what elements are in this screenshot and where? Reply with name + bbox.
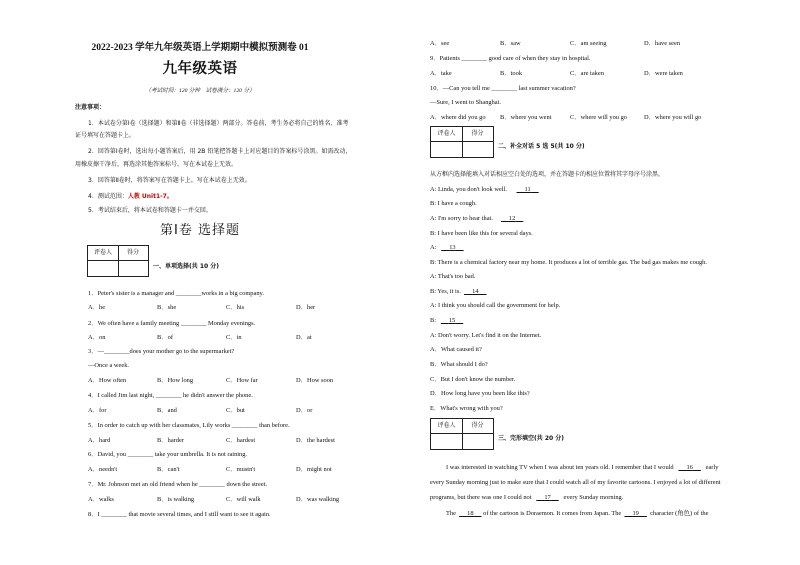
- option[interactable]: D．might not: [296, 466, 332, 473]
- option[interactable]: D．at: [296, 334, 312, 341]
- blank-12[interactable]: 12: [508, 215, 516, 222]
- option[interactable]: C．in: [226, 334, 242, 341]
- part1-heading: 第Ⅰ卷 选择题: [160, 223, 240, 238]
- cloze-line: The 18 of the cartoon is Doraemon. It comes from Japan. The 19 character (角色) of the: [446, 510, 709, 517]
- option[interactable]: D．have seen: [644, 40, 681, 47]
- option[interactable]: A．How often: [88, 377, 127, 384]
- option[interactable]: C．am seeing: [570, 40, 607, 47]
- option[interactable]: A．see: [430, 40, 450, 47]
- note-line: 5．考试结束后，将本试卷和答题卡一并交回。: [88, 207, 212, 214]
- option[interactable]: B．of: [157, 334, 173, 341]
- points-label: 得分: [471, 130, 484, 137]
- dialog-line: B: I have been like this for several days.: [430, 230, 533, 237]
- test-range-label: 4．测试范围：: [88, 193, 128, 200]
- question-answer-line: —Once a week.: [88, 362, 129, 369]
- blank-15[interactable]: 15: [448, 317, 456, 324]
- option[interactable]: B．she: [157, 304, 177, 311]
- option[interactable]: B．can't: [157, 466, 180, 473]
- cloze-line: every Sunday morning just to make sure that I could watch all of my favorite cartoons. I enjoyed a lot of different: [430, 479, 721, 486]
- option[interactable]: B．saw: [500, 40, 521, 47]
- option[interactable]: D．where you will go: [644, 114, 702, 121]
- option[interactable]: C．How far: [226, 377, 258, 384]
- option[interactable]: A．hard: [88, 437, 111, 444]
- question-stem: 3．—________does your mother go to the supermarket?: [88, 348, 235, 355]
- option[interactable]: B．harder: [157, 437, 184, 444]
- option[interactable]: A．needn't: [88, 466, 118, 473]
- question-stem: 10．—Can you tell me ________ last summer vacation?: [430, 85, 576, 92]
- option[interactable]: A．where did you go: [430, 114, 486, 121]
- note-line: 用橡皮擦干净后，再选涂其他答案标号。写在本试卷上无效。: [75, 161, 238, 168]
- question-stem: 5．In order to catch up with her classmates, Lily works ________ than before.: [88, 422, 290, 429]
- option[interactable]: B．and: [157, 407, 177, 414]
- option[interactable]: D．or: [296, 407, 313, 414]
- reviewer-label: 评卷人: [437, 130, 456, 137]
- choice-item[interactable]: D．How long have you been like this?: [430, 390, 530, 397]
- right-page: [400, 0, 800, 565]
- choice-item[interactable]: B．What should I do?: [430, 361, 488, 368]
- option[interactable]: C．are taken: [570, 70, 604, 77]
- blank-16[interactable]: 16: [686, 464, 693, 471]
- blank-17[interactable]: 17: [544, 494, 551, 501]
- notes-heading: 注意事项：: [75, 104, 106, 111]
- note-line: 2．回答第Ⅰ卷时，选出每小题答案后，用 2B 铅笔把答题卡上对应题目的答案标号涂黑。如需改动，: [88, 148, 352, 155]
- cloze-line: I was interested in watching TV when I was about ten years old. I remember that I would 16 early: [446, 464, 719, 471]
- dialog-line: B: 15: [430, 317, 463, 325]
- question-stem: 9．Patients ________ good care of when they stay in hospital.: [430, 55, 591, 62]
- option[interactable]: C．where will you go: [570, 114, 627, 121]
- points-label: 得分: [471, 422, 484, 429]
- option[interactable]: A．for: [88, 407, 107, 414]
- option[interactable]: C．but: [226, 407, 245, 414]
- question-stem: 6．David, you ________ take your umbrella. It is not raining.: [88, 451, 248, 458]
- choice-item[interactable]: C．But I don't know the number.: [430, 376, 516, 383]
- dialog-line: A: Linda, you don't look well. 11: [430, 186, 539, 194]
- blank-14[interactable]: 14: [472, 288, 479, 295]
- question-stem: 7．Mr. Johnson met an old friend when he ________ down the street.: [88, 481, 268, 488]
- option[interactable]: B．took: [500, 70, 523, 77]
- dialog-line: A: Don't worry. Let's find it on the Internet.: [430, 332, 542, 339]
- section2-instructions: 从方框内选择能填入对话相应空白处的选项，并在答题卡的相应位置将其字母序号涂黑。: [430, 171, 665, 178]
- note-line: 3．回答第Ⅱ卷时，将答案写在答题卡上。写在本试卷上无效。: [88, 177, 251, 184]
- cloze-line: programs, but there was one I could not 17 every Sunday morning.: [430, 494, 624, 501]
- exam-title: 2022-2023 学年九年级英语上学期期中模拟预测卷 01: [91, 43, 309, 53]
- option[interactable]: A．on: [88, 334, 106, 341]
- note-line: 1．本试卷分第Ⅰ卷（选择题）和第Ⅱ卷（非选择题）两部分。答卷前，考生务必将自己的姓名、准考: [88, 120, 349, 127]
- question-stem: 2．We often have a family meeting ________ Monday evenings.: [88, 320, 256, 327]
- dialog-line: A: I think you should call the government for help.: [430, 302, 561, 309]
- option[interactable]: C．will walk: [226, 496, 261, 503]
- dialog-line: B: Yes, it is. 14: [430, 288, 487, 296]
- score-box: [87, 245, 149, 277]
- section2-heading: 二、补全对话 5 选 5(共 10 分): [498, 143, 585, 150]
- option[interactable]: D．her: [296, 304, 316, 311]
- option[interactable]: A．walks: [88, 496, 114, 503]
- option[interactable]: A．he: [88, 304, 106, 311]
- question-stem: 4．I called Jim last night, ________ he didn't answer the phone.: [88, 392, 253, 399]
- score-box: [430, 126, 494, 158]
- reviewer-label: 评卷人: [93, 249, 112, 256]
- dialog-line: B: I have a cough.: [430, 200, 477, 207]
- test-range-value: 人教 Unit1-7。: [127, 193, 173, 200]
- option[interactable]: D．were taken: [644, 70, 683, 77]
- reviewer-label: 评卷人: [437, 422, 456, 429]
- dialog-line: B: There is a chemical factory near my home. It produces a lot of terrible gas. The bad gas makes me cough.: [430, 259, 707, 266]
- option[interactable]: D．How soon: [296, 377, 334, 384]
- option[interactable]: C．hardest: [226, 437, 256, 444]
- question-answer-line: —Sure, I went to Shanghai.: [430, 99, 501, 106]
- blank-18[interactable]: 18: [467, 510, 474, 517]
- note-line: 证号填写在答题卡上。: [75, 132, 136, 139]
- option[interactable]: C．mustn't: [226, 466, 256, 473]
- option[interactable]: D．was walking: [296, 496, 340, 503]
- section3-heading: 三、完形填空(共 20 分): [498, 435, 565, 442]
- option[interactable]: B．is walking: [157, 496, 195, 503]
- option[interactable]: D．the hardest: [296, 437, 335, 444]
- choice-item[interactable]: E．What's wrong with you?: [430, 405, 503, 412]
- option[interactable]: B．where you went: [500, 114, 552, 121]
- option[interactable]: A．take: [430, 70, 452, 77]
- choice-item[interactable]: A．What caused it?: [430, 346, 482, 353]
- score-box: [430, 418, 494, 450]
- blank-19[interactable]: 19: [632, 510, 639, 517]
- blank-11[interactable]: 11: [524, 186, 531, 193]
- points-label: 得分: [126, 249, 139, 256]
- section1-heading: 一、单项选择(共 10 分): [153, 263, 220, 270]
- subject-title: 九年级英语: [162, 61, 238, 77]
- blank-13[interactable]: 13: [449, 244, 456, 251]
- note-line: [88, 193, 173, 201]
- question-stem: 8．I ________ that movie several times, and I still want to see it again.: [88, 511, 271, 518]
- dialog-line: A: 13: [430, 244, 464, 252]
- option[interactable]: B．How long: [157, 377, 194, 384]
- question-stem: 1．Peter's sister is a manager and ________works in a big company.: [88, 290, 264, 297]
- exam-info: （考试时间：120 分钟 试卷满分：120 分）: [145, 88, 255, 94]
- dialog-line: A: That's too bad.: [430, 273, 476, 280]
- option[interactable]: C．his: [226, 304, 245, 311]
- dialog-line: A: I'm sorry to hear that. 12: [430, 215, 523, 223]
